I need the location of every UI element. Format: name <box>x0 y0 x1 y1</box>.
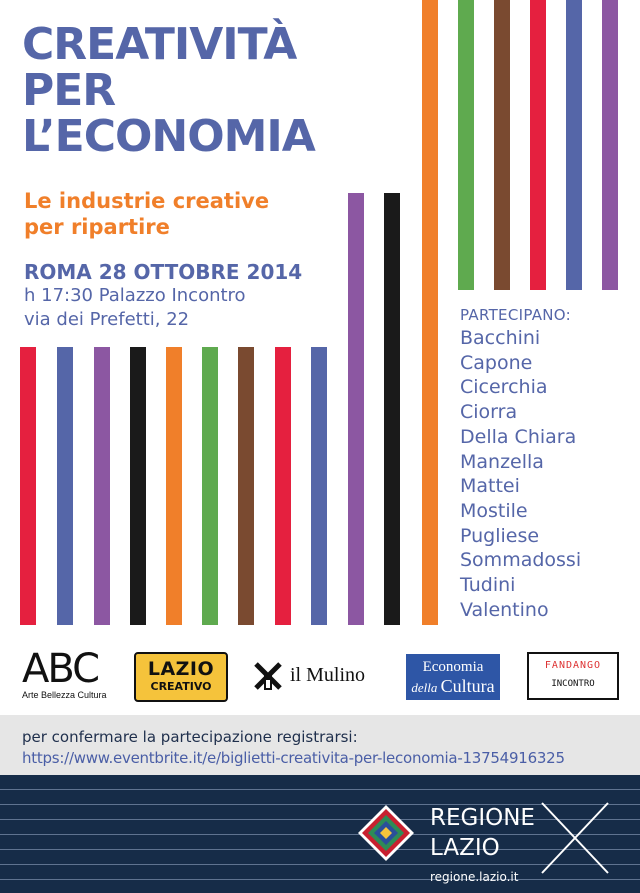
stripe-purple-1 <box>94 347 110 625</box>
participant-name: Mostile <box>460 499 528 522</box>
registration-link[interactable]: https://www.eventbrite.it/e/biglietti-creativita-per-leconomia-13754916325 <box>22 749 565 767</box>
poster-title <box>22 19 315 162</box>
participant-name: Capone <box>460 351 533 374</box>
region-name-line-1: REGIONE <box>430 805 535 831</box>
stripe-black-1 <box>130 347 146 625</box>
participant-name: Pugliese <box>460 524 540 547</box>
abc-logo-mark: ABC <box>22 646 99 692</box>
poster-subtitle <box>24 188 269 240</box>
participant-name: Ciorra <box>460 401 518 424</box>
participants-list <box>460 304 581 622</box>
stripe-brown-top <box>494 0 510 290</box>
event-date: ROMA 28 OTTOBRE 2014 <box>24 260 303 284</box>
economia-line-1: Economia <box>422 659 484 675</box>
subtitle-line-2: per ripartire <box>24 215 170 239</box>
participant-name: Manzella <box>460 450 544 473</box>
stripe-black-mid <box>384 193 400 625</box>
economia-cultura: Cultura <box>440 676 495 696</box>
stripe-red-top <box>530 0 546 290</box>
participant-name: Cicerchia <box>460 376 548 399</box>
lazio-creativo-line-2: CREATIVO <box>150 680 212 693</box>
economia-della-cultura-logo <box>406 654 500 700</box>
subtitle-line-1: Le industrie creative <box>24 189 270 213</box>
stripe-orange-tall <box>422 0 438 625</box>
participant-name: Tudini <box>460 574 516 597</box>
event-time-place: h 17:30 Palazzo Incontro <box>24 285 246 306</box>
participant-name: Della Chiara <box>460 425 577 448</box>
fandango-line-1: FANDANGO <box>544 660 602 671</box>
lazio-creativo-line-1: LAZIO <box>147 658 215 680</box>
regione-lazio-crest-icon <box>356 803 416 863</box>
participant-name: Valentino <box>460 598 549 621</box>
fandango-line-2: INCONTRO <box>551 679 595 689</box>
event-address: via dei Prefetti, 22 <box>24 309 190 330</box>
stripe-green-top <box>458 0 474 290</box>
stripe-brown-1 <box>238 347 254 625</box>
title-line-2: PER <box>22 65 116 116</box>
abc-logo <box>22 648 112 706</box>
event-details <box>24 260 302 332</box>
registration-band <box>0 715 640 775</box>
stripe-orange-1 <box>166 347 182 625</box>
fandango-incontro-logo <box>527 652 619 700</box>
abc-logo-caption: Arte Bellezza Cultura <box>22 690 107 700</box>
region-website[interactable]: regione.lazio.it <box>430 870 519 884</box>
stripe-blue-top <box>566 0 582 290</box>
lazio-creativo-logo <box>134 652 228 702</box>
stripe-purple-mid <box>348 193 364 625</box>
footer-line <box>0 879 640 880</box>
economia-della: della <box>411 680 438 695</box>
stripe-red-1 <box>20 347 36 625</box>
region-footer <box>0 775 640 893</box>
stripe-purple-top <box>602 0 618 290</box>
stripe-blue-1 <box>57 347 73 625</box>
participant-name: Mattei <box>460 475 520 498</box>
title-line-1: CREATIVITÀ <box>22 19 297 70</box>
registration-text: per confermare la partecipazione registrarsi: <box>22 728 358 746</box>
participant-name: Bacchini <box>460 327 541 349</box>
windmill-icon <box>252 660 284 692</box>
cross-lines-icon <box>540 801 610 875</box>
title-line-3: L’ECONOMIA <box>22 111 315 162</box>
il-mulino-text: il Mulino <box>290 664 366 686</box>
participant-name: Sommadossi <box>460 549 582 572</box>
sponsor-logos <box>0 640 640 715</box>
economia-line-2 <box>406 677 500 697</box>
region-name-line-2: LAZIO <box>430 835 500 861</box>
stripe-red-2 <box>275 347 291 625</box>
stripe-green-1 <box>202 347 218 625</box>
participants-label: PARTECIPANO: <box>460 306 571 324</box>
stripe-blue-2 <box>311 347 327 625</box>
footer-line <box>0 789 640 790</box>
regione-lazio-brand <box>430 803 535 887</box>
